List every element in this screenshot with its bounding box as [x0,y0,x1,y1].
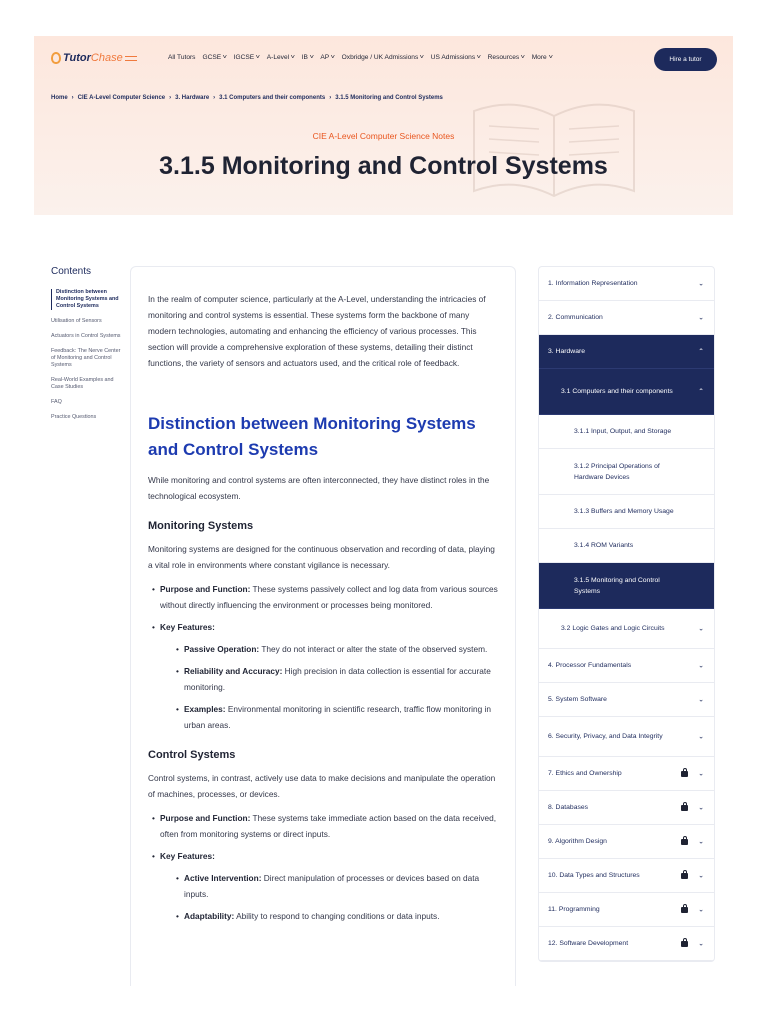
nav-link-label: All Tutors [168,54,196,61]
sidebar-item-label: 3.1 Computers and their components [561,388,673,395]
logo-acorn-icon [51,52,61,64]
nested-list [172,641,498,733]
breadcrumb-link[interactable]: 3.1 Computers and their components [219,95,326,101]
lock-icon [681,873,688,879]
chevron-down-icon: ˅ [290,54,296,61]
nav-link-oxbridge-uk-admissions[interactable] [342,54,424,61]
sidebar-item[interactable] [539,649,714,683]
contents-list [51,289,121,421]
contents-item[interactable]: FAQ [51,399,62,405]
bullet-label: Reliability and Accuracy: [184,666,283,676]
bullet-label: Purpose and Function: [160,813,251,823]
nav-link-ib[interactable] [302,54,314,61]
chevron-down-icon: ˅ [520,54,526,61]
list-item [172,701,498,733]
tutorchase-logo[interactable] [51,52,137,64]
sidebar-item-label: 3.1.2 Principal Operations of Hardware Devices [574,462,660,481]
sidebar-item[interactable] [539,893,714,927]
bullet-text: Direct manipulation of processes or devices based on data inputs. [184,873,480,899]
chevron-down-icon[interactable]: ⌄ [698,696,704,703]
sidebar-item-label: 3. Hardware [548,348,586,355]
list-item [148,810,498,842]
bullet-label: Active Intervention: [184,873,262,883]
bullet-text: High precision in data collection is essential for accurate monitoring. [184,666,491,692]
bullet-text: Ability to respond to changing conditions or data inputs. [234,911,440,921]
chevron-up-icon[interactable]: ⌃ [698,388,704,395]
lock-icon [681,771,688,777]
list-item [172,663,498,695]
chevron-down-icon: ˅ [309,54,314,61]
chevron-right-icon: › [329,95,332,101]
chevron-down-icon: ˅ [419,54,425,61]
contents-item[interactable]: Feedback: The Nerve Center of Monitoring and Control Systems [51,348,121,368]
control-list [148,810,498,924]
logo-text-accent: Chase [90,52,123,64]
chevron-down-icon[interactable]: ⌄ [698,733,704,740]
page-title: 3.1.5 Monitoring and Control Systems [159,152,608,180]
nav-link-label: IB [301,54,308,61]
sidebar-item-label: 3.2 Logic Gates and Logic Circuits [561,625,665,632]
chevron-down-icon[interactable]: ⌄ [698,280,704,287]
sidebar-item[interactable] [539,717,714,757]
control-heading: Control Systems [148,749,236,761]
nav-link-ap[interactable] [320,54,334,61]
chevron-right-icon: › [213,95,216,101]
list-item [172,641,498,657]
nav-link-igcse[interactable] [234,54,260,61]
logo-lines-icon [125,56,137,61]
bullet-label: Adaptability: [184,911,235,921]
sidebar-item-label: 3.1.4 ROM Variants [574,542,634,549]
lock-icon [681,941,688,947]
article-body [130,266,516,986]
page-frame [34,36,733,986]
sidebar-item[interactable] [539,449,714,495]
nav-link-all-tutors[interactable] [168,54,195,61]
sidebar-item[interactable] [539,683,714,717]
top-navbar [34,36,733,80]
section-heading: Distinction between Monitoring Systems and Control Systems [148,414,476,459]
chevron-down-icon[interactable]: ⌄ [698,872,704,879]
hero-banner [34,36,733,215]
sidebar-item-label: 7. Ethics and Ownership [548,770,622,777]
nav-menu [168,54,552,61]
sidebar-item[interactable] [539,335,714,369]
sidebar-item-label: 3.1.5 Monitoring and Control Systems [574,576,660,595]
sidebar-item[interactable] [539,859,714,893]
contents-item[interactable]: Real-World Examples and Case Studies [51,377,114,390]
chevron-down-icon: ˅ [476,54,482,61]
chevron-down-icon: ˅ [330,54,336,61]
bullet-label: Examples: [184,704,226,714]
intro-paragraph: In the realm of computer science, particularly at the A-Level, understanding the intricacies of monitoring and control systems is essential. These systems form the backbone of many modern technologies, automating and enhancing the efficiency of various processes. This section will provide a comprehensive exploration of these systems, detailing their distinct functions, the variety of sensors and actuators used, and the critical role of feedback. [148,294,486,368]
bullet-label: Key Features: [160,851,215,861]
nested-list [172,870,498,924]
bullet-label: Passive Operation: [184,644,260,654]
chevron-down-icon[interactable]: ⌄ [698,838,704,845]
contents-title: Contents [51,266,92,277]
control-paragraph: Control systems, in contrast, actively use data to make decisions and manipulate the operation of machines, processes, or devices. [148,773,496,799]
chevron-down-icon: ˅ [548,54,553,61]
sidebar-item[interactable] [539,563,714,609]
nav-link-a-level[interactable] [267,54,295,61]
chevron-down-icon[interactable]: ⌄ [698,625,704,632]
section-paragraph: While monitoring and control systems are often interconnected, they have distinct roles in the technological ecosystem. [148,475,490,501]
sidebar-item-label: 5. System Software [548,696,607,703]
chevron-down-icon[interactable]: ⌄ [698,940,704,947]
breadcrumb [51,95,443,101]
bullet-text: These systems passively collect and log data from various sources without directly influencing the environment or processes being monitored. [160,584,498,610]
chevron-down-icon[interactable]: ⌄ [698,662,704,669]
contents-panel [51,266,121,429]
nav-link-label: Oxbridge / UK Admissions [341,54,419,61]
hire-tutor-button[interactable]: Hire a tutor [654,48,717,71]
monitoring-paragraph: Monitoring systems are designed for the continuous observation and recording of data, playing a vital role in environments where constant vigilance is necessary. [148,544,495,570]
sidebar-item[interactable] [539,927,714,961]
nav-link-us-admissions[interactable] [431,54,481,61]
chevron-right-icon: › [71,95,74,101]
sidebar-item[interactable] [539,529,714,563]
chevron-down-icon: ˅ [255,54,261,61]
sidebar-item[interactable] [539,267,714,301]
sidebar-item[interactable] [539,301,714,335]
sidebar-item[interactable] [539,791,714,825]
sidebar-item-label: 4. Processor Fundamentals [548,662,632,669]
bullet-label: Key Features: [160,622,215,632]
contents-item[interactable]: Distinction between Monitoring Systems and Control Systems [51,289,121,310]
sidebar-item-label: 11. Programming [548,906,600,913]
sidebar-item-label: 6. Security, Privacy, and Data Integrity [548,733,663,740]
list-item [172,908,498,924]
contents-item[interactable]: Practice Questions [51,414,97,420]
nav-link-label: A-Level [266,54,290,61]
lock-icon [681,805,688,811]
list-item [148,581,498,613]
sidebar-item[interactable] [539,609,714,649]
sidebar-item-label: 3.1.1 Input, Output, and Storage [574,428,672,435]
nav-link-label: GCSE [202,54,222,61]
breadcrumb-link[interactable]: Home [51,95,68,101]
syllabus-sidebar [538,266,715,962]
nav-link-more[interactable] [532,54,553,61]
monitoring-list [148,581,498,733]
nav-link-label: Resources [487,54,520,61]
sidebar-item-label: 3.1.3 Buffers and Memory Usage [574,508,674,515]
nav-link-label: More [531,54,547,61]
chevron-down-icon: ˅ [222,54,228,61]
chevron-down-icon[interactable]: ⌄ [698,804,704,811]
nav-link-label: IGCSE [233,54,255,61]
sidebar-item[interactable] [539,495,714,529]
list-item [172,870,498,902]
chevron-down-icon[interactable]: ⌄ [698,770,704,777]
bullet-text: These systems take immediate action based on the data received, often from monitoring systems or direct inputs. [160,813,497,839]
sidebar-item-label: 12. Software Development [548,940,629,947]
logo-text-main: Tutor [63,52,91,64]
lock-icon [681,907,688,913]
nav-link-label: US Admissions [430,54,476,61]
sidebar-item-label: 9. Algorithm Design [548,838,607,845]
chevron-up-icon[interactable]: ⌃ [698,348,704,355]
nav-link-resources[interactable] [488,54,525,61]
breadcrumb-link[interactable]: 3. Hardware [175,95,210,101]
nav-link-gcse[interactable] [202,54,226,61]
book-illustration-icon [464,91,644,206]
hero-kicker: CIE A-Level Computer Science Notes [312,131,455,141]
sidebar-item-label: 10. Data Types and Structures [548,872,640,879]
bullet-label: Purpose and Function: [160,584,251,594]
bullet-text: Environmental monitoring in scientific research, traffic flow monitoring in urban areas. [184,704,491,730]
sidebar-item[interactable] [539,415,714,449]
sidebar-item-label: 2. Communication [548,314,603,321]
nav-link-label: AP [320,54,330,61]
lock-icon [681,839,688,845]
chevron-down-icon[interactable]: ⌄ [698,314,704,321]
breadcrumb-link[interactable]: 3.1.5 Monitoring and Control Systems [335,95,443,101]
chevron-right-icon: › [169,95,172,101]
sidebar-item[interactable] [539,825,714,859]
sidebar-item[interactable] [539,369,714,415]
bullet-text: They do not interact or alter the state of the observed system. [259,644,488,654]
sidebar-item-label: 8. Databases [548,804,589,811]
list-item [148,848,498,924]
sidebar-item-label: 1. Information Representation [548,280,638,287]
sidebar-item[interactable] [539,757,714,791]
contents-item[interactable]: Utilisation of Sensors [51,318,102,324]
breadcrumb-link[interactable]: CIE A-Level Computer Science [77,95,166,101]
contents-item[interactable]: Actuators in Control Systems [51,333,121,339]
list-item [148,619,498,733]
monitoring-heading: Monitoring Systems [148,520,254,532]
chevron-down-icon[interactable]: ⌄ [698,906,704,913]
